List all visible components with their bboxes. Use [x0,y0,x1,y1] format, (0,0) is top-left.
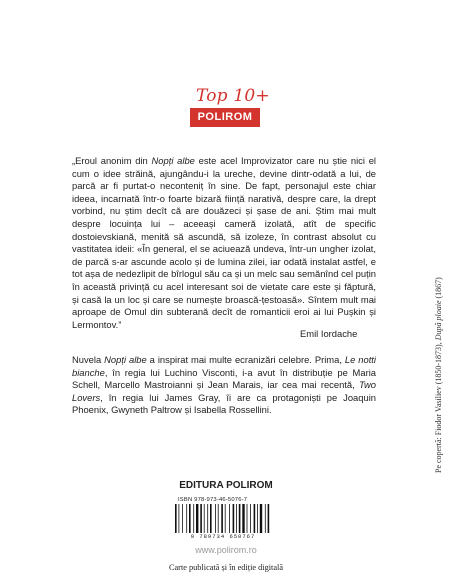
isbn-text: ISBN 978-973-46-5076-7 [178,497,248,503]
isbn-block [172,497,274,543]
adaptations-paragraph: Nuvela Nopți albe a inspirat mai multe ecranizări celebre. Prima, Le notti bianche, în regia lui Luchino Visconti, i-a avut în distribuție pe Maria Schell, Marcello Mastroianni și Jean Marais, iar cea mai recentă, Two Lovers, în regia lui James Gray, îi are ca protagoniști pe Joaquin Phoenix, Gwyneth Paltrow și Isabella Rossellini. [72,354,376,416]
cover-credit: Pe copertă: Fiodor Vasiliev (1850-1873), După ploaie (1867) [434,277,443,473]
barcode-graphic [172,504,274,533]
quote-author: Emil Iordache [300,328,358,339]
digital-edition-note: Carte publicată și în ediție digitală [168,563,284,572]
top10-logo: Top 10+ [196,86,270,106]
book-title: Nopți albe [104,354,147,365]
barcode-digits: 9 789734 650767 [190,533,256,540]
quote-paragraph: „Eroul anonim din Nopți albe este acel Improvizator care nu știe nici el cum o idee străină, ajungându-i la ureche, devine dintr-odată a lui, de parcă ar fi purtat-o neconteniț în sine. De fapt, personajul este chiar ideea, incarnată într-o foarte bizară ființă narativă, despre care, la drept vorbind, nu știm decît că are douăzeci și șase de ani. Știm mai mult despre locuința lui – aceeași cameră izolată, atît de specific dostoievskiană, menită să ascundă, să izoleze, în contrast absolut cu vastitatea ideii: «În general, el se aciuează undeva, într-un ungher izolat, de parcă s-ar ascunde acolo și de lumina zilei, iar odată instalat astfel, e tot așa de nedezlipit de bîrlogul său ca și un melc sau semănînd cel puțin în această privință cu acel interesant soi de vietate care este și făptură, și casă la un loc și care se numește broască-țestoasă». Sîntem mult mai aproape de Omul din subterană decît de romanticii eroi ai lui Pușkin și Lermontov.” [72,155,376,330]
publisher-name: EDITURA POLIROM [179,480,273,491]
film-title: Le notti bianche [72,354,376,378]
book-title: Nopți albe [151,155,195,166]
website-link[interactable]: www.polirom.ro [195,545,257,555]
polirom-logo: POLIROM [190,108,260,127]
film-title: Two Lovers [72,379,376,403]
